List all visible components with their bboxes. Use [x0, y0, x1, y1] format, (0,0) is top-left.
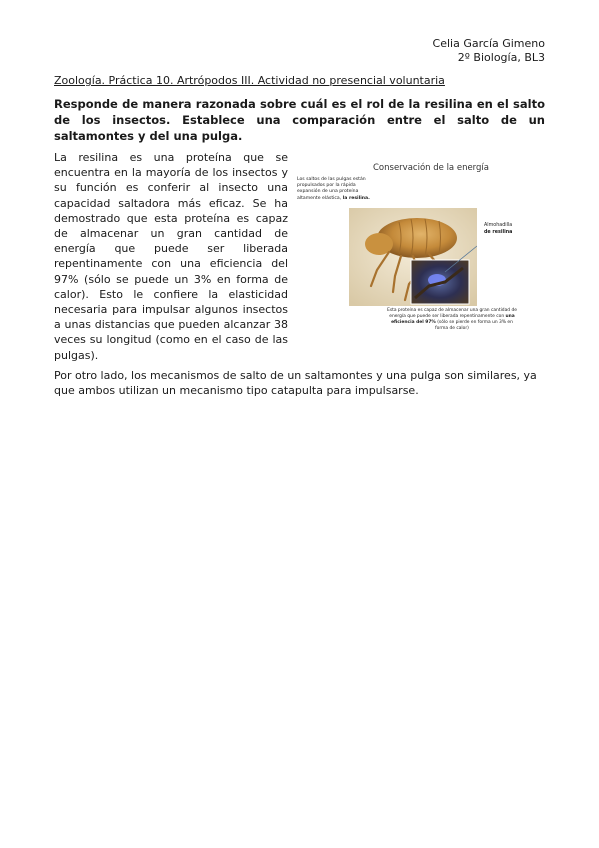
figure-caption-bottom-text-c: (sólo se pierde en forma un 3% en forma de calor) — [435, 320, 513, 332]
paragraph-resilin: La resilina es una proteína que se encuentra en la mayoría de los insectos y su función es conferir al insecto una capacidad saltadora más eficaz. Se ha demostrado que esta proteína es capaz de almacenar un gran cantidad de energía que puede ser liberada repentinamente con una eficiencia del 97% (sólo se puede un 3% en forma de calor). Esto le confiere la elasticidad necesaria para impulsar algunos insectos a unas distancias que pueden alcanzar 38 veces su longitud (como en el caso de las pulgas). — [54, 151, 288, 362]
callout-line-1: Almohadilla — [484, 223, 513, 228]
figure-title: Conservación de la energía — [373, 163, 489, 173]
figure-caption-bottom — [387, 308, 517, 332]
figure-caption-top-left-bold: la resilina. — [342, 195, 370, 201]
flea-microscope-image — [349, 208, 477, 306]
figure-caption-bottom-bold: una eficiencia del 97% — [391, 314, 515, 326]
figure-caption-top-left-text: Los saltos de las pulgas están propulsados por la rápida expansión de una proteína altamente elástica, — [297, 177, 366, 201]
figure-caption-top-left — [297, 177, 379, 202]
callout-line-2: de resilina — [484, 229, 513, 235]
author-name: Celia García Gimeno — [432, 37, 545, 50]
resilin-pad-callout — [484, 223, 518, 236]
author-block — [433, 37, 545, 65]
figure-caption-bottom-text-a: Esta proteína es capaz de almacenar una gran cantidad de energía que puede ser liberada repentinamente con — [387, 308, 517, 320]
energy-conservation-figure — [297, 158, 519, 346]
question-heading: Responde de manera razonada sobre cuál es el rol de la resilina en el salto de los insectos. Establece una comparación entre el salto de un saltamontes y del una pulga. — [54, 97, 545, 143]
course-info: 2º Biología, BL3 — [457, 51, 545, 64]
subject-line: Zoología. Práctica 10. Artrópodos III. Actividad no presencial voluntaria — [54, 74, 445, 87]
paragraph-comparison: Por otro lado, los mecanismos de salto de un saltamontes y una pulga son similares, ya que ambos utilizan un mecanismo tipo catapulta para impulsarse. — [54, 369, 537, 398]
